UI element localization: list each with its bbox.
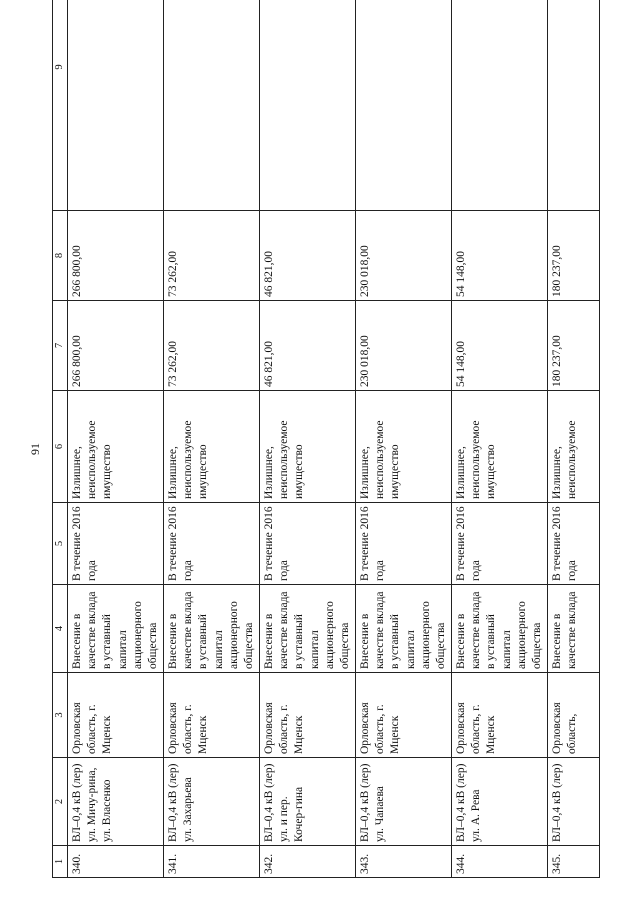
table-row [164,0,260,878]
address: Орловская область, г. Мценск [356,673,452,758]
address: Орловская область, [548,673,600,758]
purpose: Внесение в качестве вклада в уставный капитал акционерного общества [356,585,452,673]
note [356,0,452,211]
reason: Излишнее, неиспользуемое имущество [164,391,260,503]
col-header: 5 [53,503,68,585]
rotated-table-wrapper [52,24,607,878]
address: Орловская область, г. Мценск [164,673,260,758]
row-number: 342. [260,846,356,878]
object-name: ВЛ–0,4 кВ (лер) [548,758,600,846]
note [260,0,356,211]
table-row [260,0,356,878]
table-row [68,0,164,878]
note [452,0,548,211]
object-name: ВЛ–0,4 кВ (лер) ул. и пер. Кочер-гина [260,758,356,846]
value-1: 73 262,00 [164,301,260,391]
note [68,0,164,211]
reason: Излишнее, неиспользуемое имущество [68,391,164,503]
value-1: 230 018,00 [356,301,452,391]
reason: Излишнее, неиспользуемое [548,391,600,503]
value-2: 54 148,00 [452,211,548,301]
col-header: 6 [53,391,68,503]
period: В течение 2016 года [260,503,356,585]
table-row [548,0,600,878]
header-row [53,0,68,878]
period: В течение 2016 года [548,503,600,585]
reason: Излишнее, неиспользуемое имущество [260,391,356,503]
value-2: 266 800,00 [68,211,164,301]
value-1: 266 800,00 [68,301,164,391]
address: Орловская область, г. Мценск [68,673,164,758]
object-name: ВЛ–0,4 кВ (лер) ул. Чапаева [356,758,452,846]
col-header: 9 [53,0,68,211]
col-header: 4 [53,585,68,673]
value-1: 180 237,00 [548,301,600,391]
row-number: 340. [68,846,164,878]
note [548,0,600,211]
row-number: 344. [452,846,548,878]
purpose: Внесение в качестве вклада в уставный капитал акционерного общества [164,585,260,673]
purpose: Внесение в качестве вклада в уставный капитал акционерного общества [260,585,356,673]
value-2: 73 262,00 [164,211,260,301]
value-2: 230 018,00 [356,211,452,301]
purpose: Внесение в качестве вклада в уставный капитал акционерного общества [452,585,548,673]
row-number: 345. [548,846,600,878]
row-number: 343. [356,846,452,878]
table-row [356,0,452,878]
reason: Излишнее, неиспользуемое имущество [452,391,548,503]
purpose: Внесение в качестве вклада в уставный капитал акционерного общества [68,585,164,673]
col-header: 7 [53,301,68,391]
address: Орловская область, г. Мценск [452,673,548,758]
period: В течение 2016 года [452,503,548,585]
col-header: 8 [53,211,68,301]
period: В течение 2016 года [164,503,260,585]
row-number: 341. [164,846,260,878]
note [164,0,260,211]
value-1: 54 148,00 [452,301,548,391]
period: В течение 2016 года [68,503,164,585]
address: Орловская область, г. Мценск [260,673,356,758]
period: В течение 2016 года [356,503,452,585]
object-name: ВЛ–0,4 кВ (лер) ул. А. Рева [452,758,548,846]
value-2: 46 821,00 [260,211,356,301]
object-name: ВЛ–0,4 кВ (лер) ул. Мичу-рина, ул. Власенко [68,758,164,846]
value-1: 46 821,00 [260,301,356,391]
purpose: Внесение в качестве вклада [548,585,600,673]
table-row [452,0,548,878]
col-header: 2 [53,758,68,846]
value-2: 180 237,00 [548,211,600,301]
reason: Излишнее, неиспользуемое имущество [356,391,452,503]
page-number: 91 [28,443,42,455]
property-table [52,0,600,878]
col-header: 1 [53,846,68,878]
object-name: ВЛ–0,4 кВ (лер) ул. Захарьева [164,758,260,846]
col-header: 3 [53,673,68,758]
